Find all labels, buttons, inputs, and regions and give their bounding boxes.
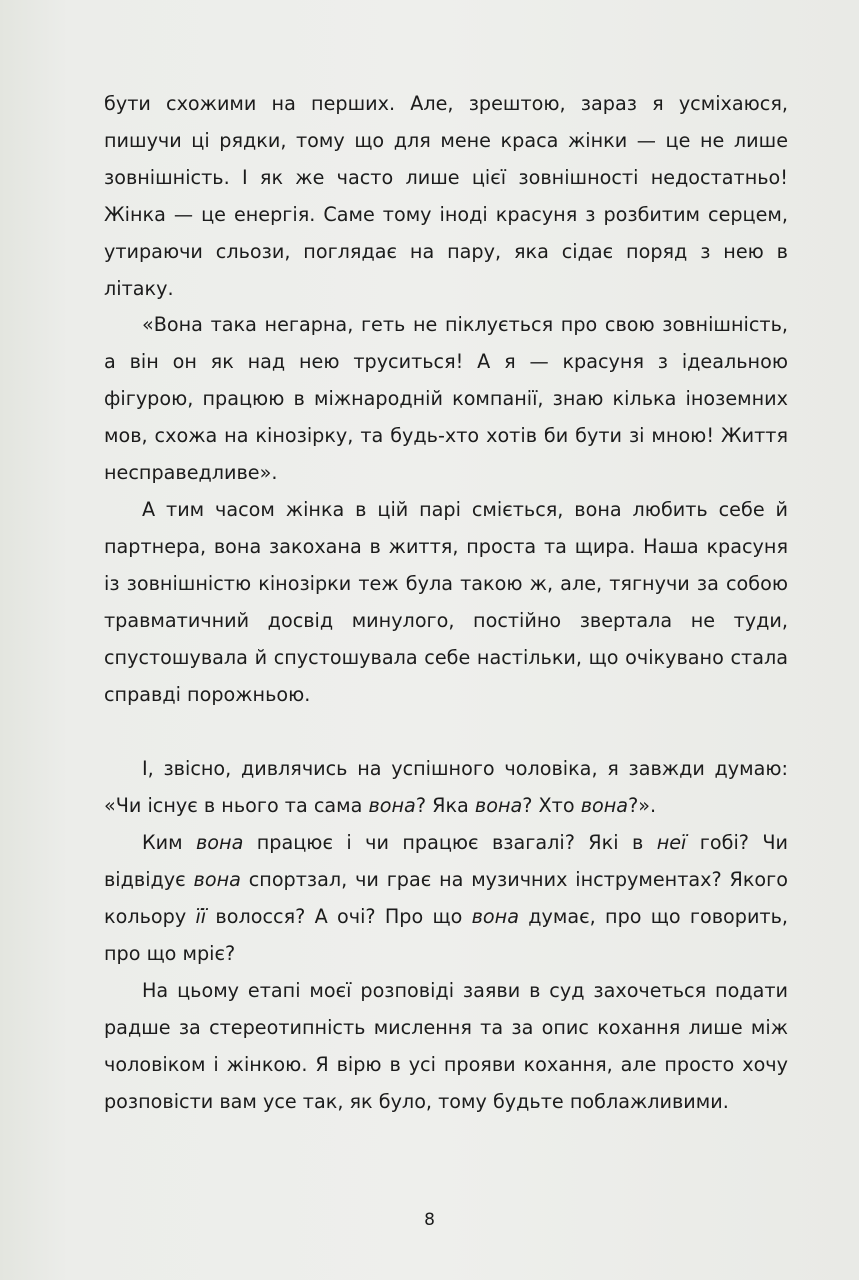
italic-segment: вона [580,794,629,818]
italic-segment: вона [368,794,416,818]
body-text [104,86,788,1120]
paragraph-p2 [104,307,788,492]
text-segment: «Вона така негарна, геть не піклується про свою зовнішність, а він он як над нею труситься! А я — красуня з ідеальною фігурою, працюю в міжнародній компанії, знаю кілька іноземних мов, схожа на кінозірку, та будь-хто хотів би бути зі мною! Життя несправедливе». [104,313,788,485]
paragraph-gap [104,713,788,751]
page-number: 8 [424,1210,435,1230]
text-segment: ? Хто [522,794,581,818]
text-segment: На цьому етапі моєї розповіді заяви в суд захочеться подати радше за стереотипність мислення та за опис кохання лише між чоловіком і жінкою. Я вірю в усі прояви кохання, але просто хочу розповісти вам усе так, як було, тому будьте поблажливими. [104,978,788,1113]
text-segment: працює і чи працює взагалі? Які в [243,831,657,855]
text-segment: бути схожими на перших. Але, зрештою, зараз я усміхаюся, пишучи ці рядки, тому що для мене краса жінки — це не лише зовнішність. І як же часто лише цієї зовнішності недостатньо! Жінка — це енергія. Саме тому іноді красуня з розбитим серцем, утираючи сльози, поглядає на пару, яка сідає поряд з нею в літаку. [104,92,788,300]
paragraph-p6 [104,973,788,1121]
paragraph-p1 [104,86,788,307]
text-segment: ?». [628,794,657,818]
text-segment: спортзал, чи грає на музичних інструментах? Якого кольору [104,868,788,929]
italic-segment: вона [471,905,519,929]
italic-segment: неї [656,831,687,855]
italic-segment: її [195,905,207,929]
text-segment: Ким [142,831,196,855]
paragraph-p3 [104,492,788,713]
paragraph-p4 [104,751,788,825]
text-segment: думає, про що говорить, про що мріє? [104,905,788,965]
text-segment: ? Яка [415,794,475,818]
paragraph-p5 [104,825,788,973]
text-segment: І, звісно, дивлячись на успішного чоловіка, я завжди думаю: «Чи існує в нього та сама [104,757,788,818]
italic-segment: вона [474,794,523,818]
italic-segment: вона [195,831,244,855]
italic-segment: вона [193,868,241,892]
text-segment: гобі? Чи відвідує [104,831,788,892]
text-segment: А тим часом жінка в цій парі сміється, вона любить себе й партнера, вона закохана в життя, проста та щира. Наша красуня із зовнішністю кінозірки теж була такою ж, але, тягнучи за собою травматичний досвід минулого, постійно звертала не туди, спустошувала й спустошувала себе настільки, що очікувано стала справді порожньою. [104,497,788,706]
text-segment: волосся? А очі? Про що [206,905,472,929]
